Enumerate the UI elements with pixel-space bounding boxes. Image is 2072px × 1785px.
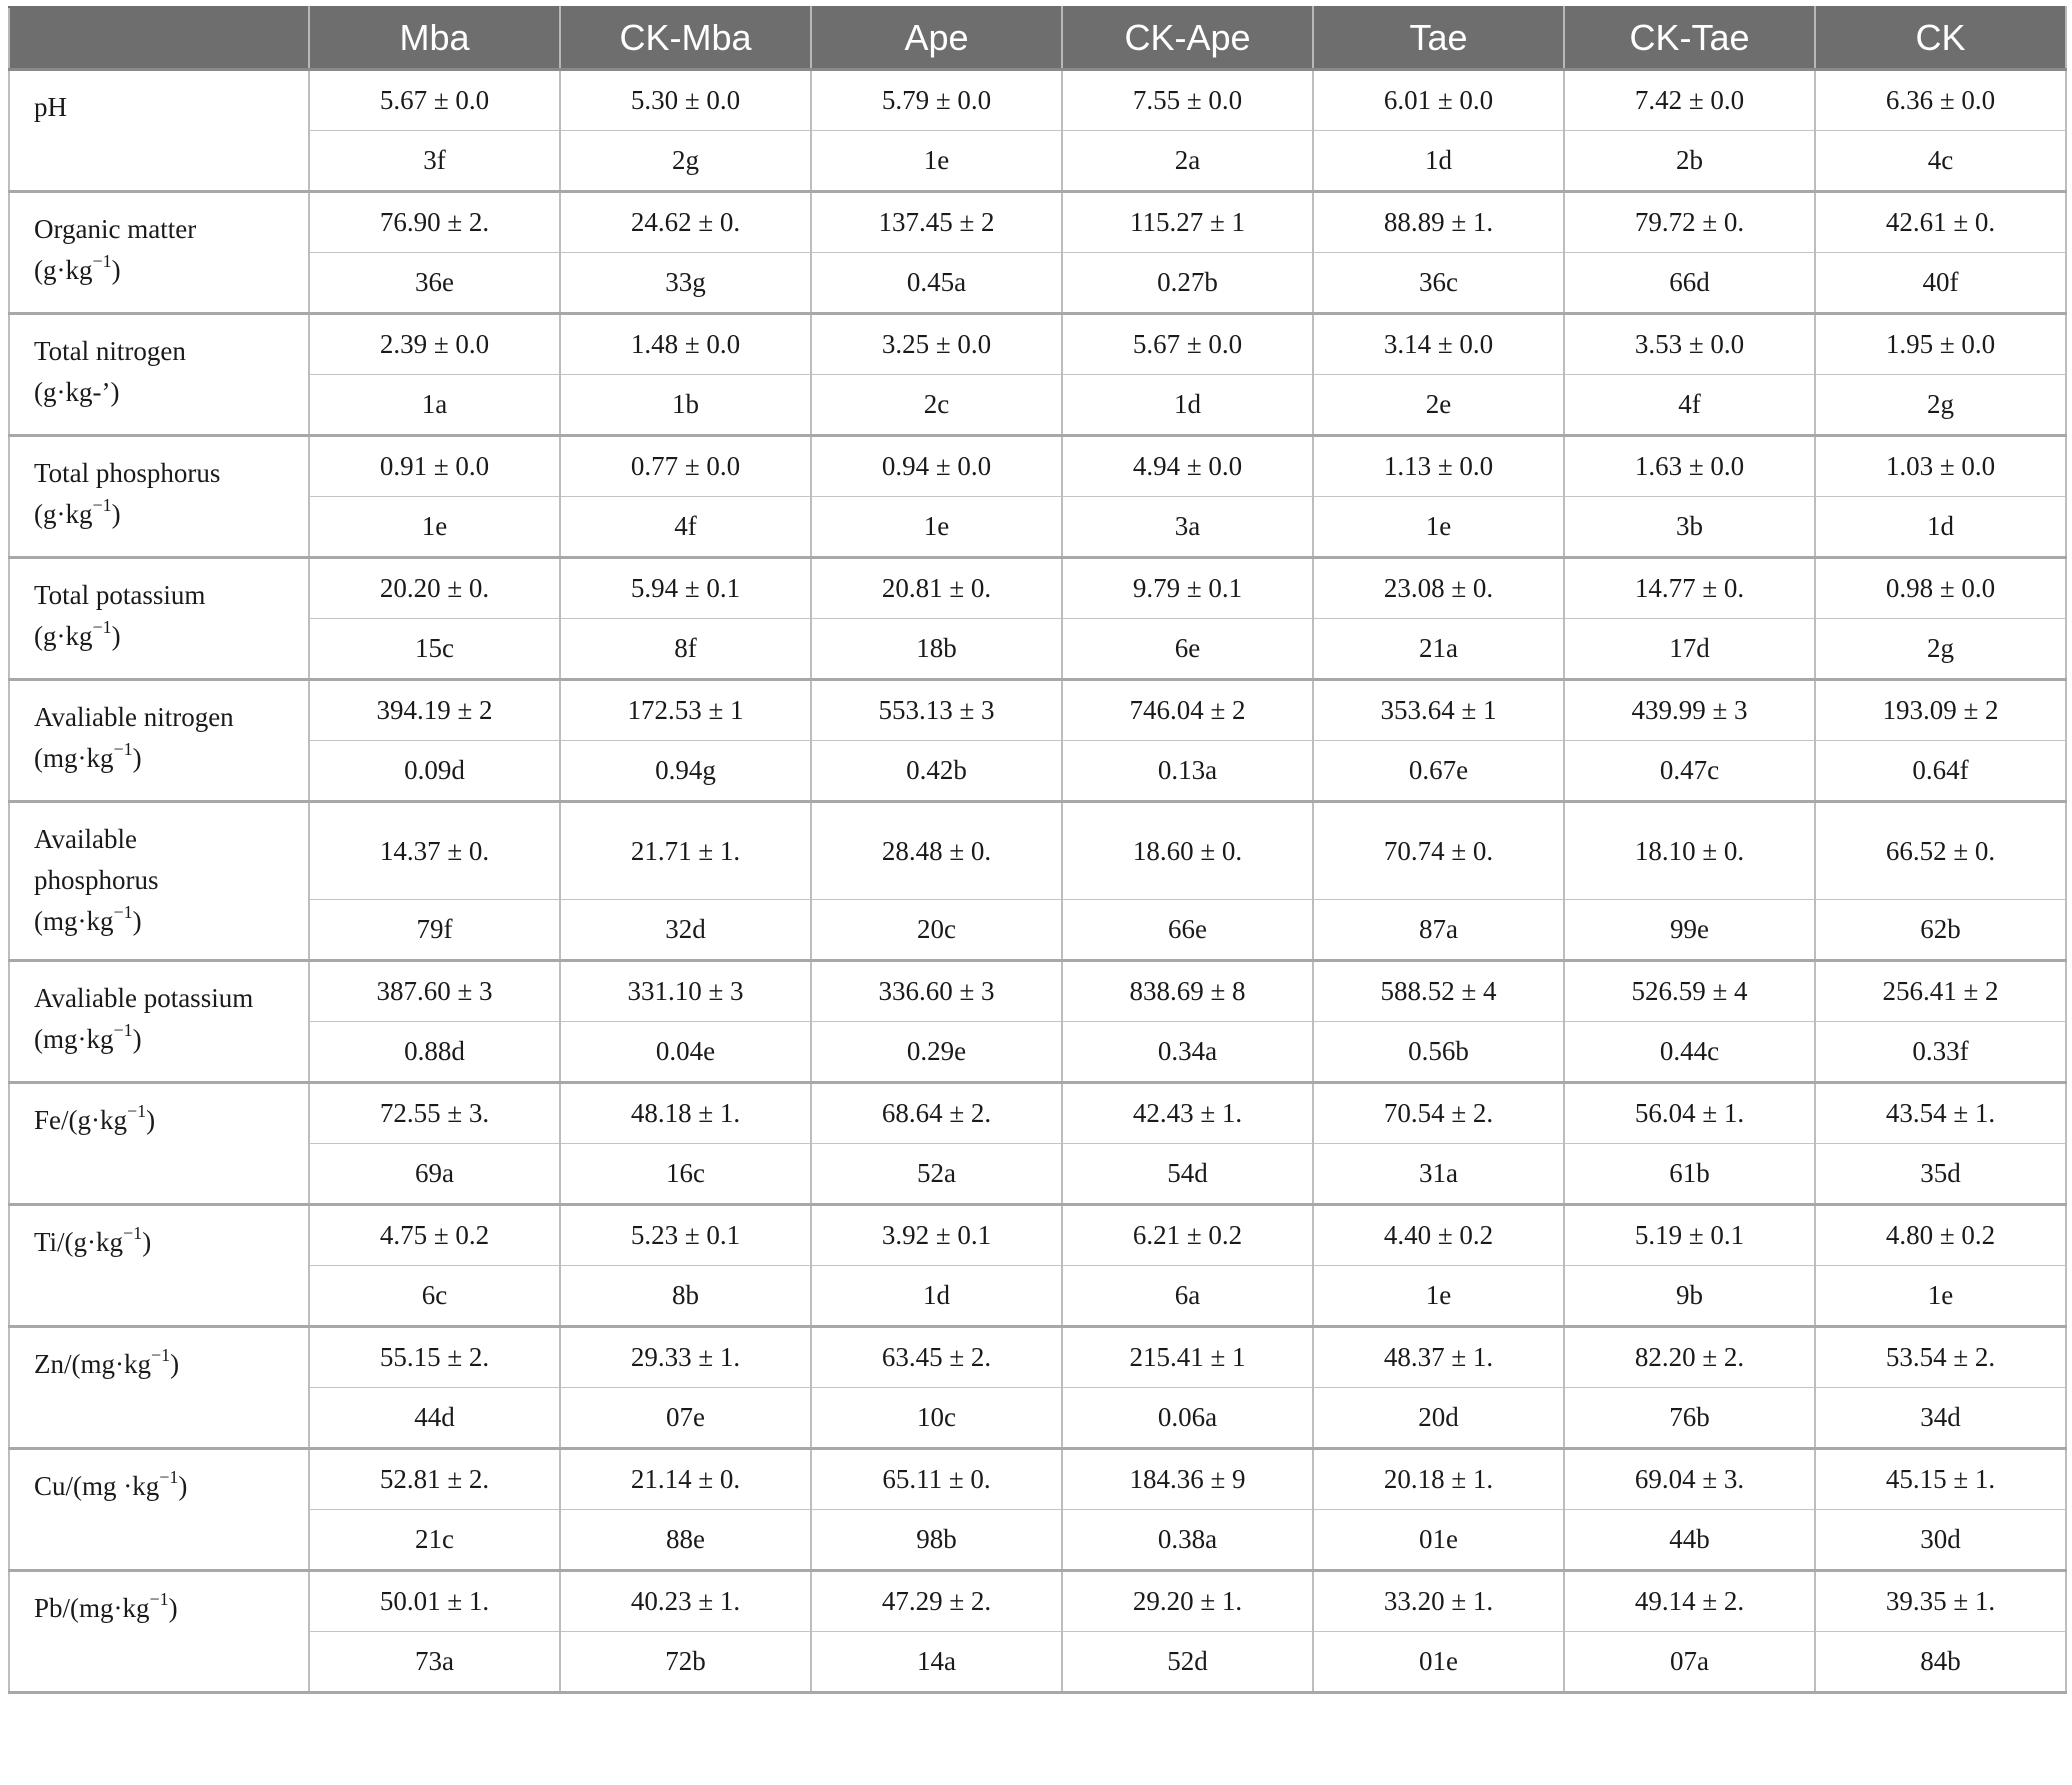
table-row xyxy=(9,1388,2066,1449)
cell-value: 14.77 ± 0. xyxy=(1564,558,1815,619)
row-label-text: ) xyxy=(168,1593,178,1623)
cell-suffix: 0.56b xyxy=(1313,1022,1564,1083)
row-label-text: (mg·kg xyxy=(34,743,114,773)
cell-value: 2.39 ± 0.0 xyxy=(309,314,560,375)
table-row xyxy=(9,1083,2066,1144)
cell-value: 20.20 ± 0. xyxy=(309,558,560,619)
cell-value: 79.72 ± 0. xyxy=(1564,192,1815,253)
cell-value: 69.04 ± 3. xyxy=(1564,1449,1815,1510)
cell-suffix: 76b xyxy=(1564,1388,1815,1449)
row-label-text: Zn/(mg·kg xyxy=(34,1349,151,1379)
cell-value: 39.35 ± 1. xyxy=(1815,1571,2066,1632)
row-label-text: ) xyxy=(146,1105,156,1135)
table-row xyxy=(9,1571,2066,1632)
cell-suffix: 6c xyxy=(309,1266,560,1327)
table-row xyxy=(9,436,2066,497)
row-label-line xyxy=(34,209,298,250)
row-label-line xyxy=(34,250,298,291)
table-row xyxy=(9,1449,2066,1510)
cell-suffix: 8f xyxy=(560,619,811,680)
unit-exponent: −1 xyxy=(92,617,112,637)
cell-value: 5.23 ± 0.1 xyxy=(560,1205,811,1266)
row-label xyxy=(9,1327,309,1449)
row-label-text: ) xyxy=(111,621,121,651)
unit-exponent: −1 xyxy=(149,1589,169,1609)
cell-suffix: 2b xyxy=(1564,131,1815,192)
header-cell-ape: Ape xyxy=(811,7,1062,70)
row-label-text: Available xyxy=(34,824,137,854)
row-label-text: ) xyxy=(178,1471,188,1501)
cell-value: 50.01 ± 1. xyxy=(309,1571,560,1632)
row-label-line xyxy=(34,453,298,494)
cell-value: 193.09 ± 2 xyxy=(1815,680,2066,741)
row-label xyxy=(9,802,309,961)
row-label-line xyxy=(34,331,298,372)
cell-suffix: 44d xyxy=(309,1388,560,1449)
cell-value: 0.77 ± 0.0 xyxy=(560,436,811,497)
row-label-line xyxy=(34,819,298,860)
cell-value: 588.52 ± 4 xyxy=(1313,961,1564,1022)
cell-value: 331.10 ± 3 xyxy=(560,961,811,1022)
cell-suffix: 3b xyxy=(1564,497,1815,558)
cell-value: 838.69 ± 8 xyxy=(1062,961,1313,1022)
row-label xyxy=(9,192,309,314)
table-row xyxy=(9,192,2066,253)
row-label xyxy=(9,1571,309,1693)
row-label-text: Fe/(g·kg xyxy=(34,1105,127,1135)
cell-suffix: 40f xyxy=(1815,253,2066,314)
cell-value: 6.36 ± 0.0 xyxy=(1815,70,2066,131)
cell-suffix: 35d xyxy=(1815,1144,2066,1205)
row-label xyxy=(9,1083,309,1205)
cell-value: 5.67 ± 0.0 xyxy=(1062,314,1313,375)
cell-suffix: 1e xyxy=(309,497,560,558)
row-label-text: ) xyxy=(111,499,121,529)
table-row xyxy=(9,741,2066,802)
row-label-text: Total potassium xyxy=(34,580,206,610)
table-row xyxy=(9,70,2066,131)
cell-value: 387.60 ± 3 xyxy=(309,961,560,1022)
cell-value: 7.55 ± 0.0 xyxy=(1062,70,1313,131)
row-label-text: ) xyxy=(170,1349,180,1379)
cell-value: 23.08 ± 0. xyxy=(1313,558,1564,619)
cell-suffix: 1e xyxy=(811,497,1062,558)
table-row xyxy=(9,1266,2066,1327)
table-row xyxy=(9,497,2066,558)
table-row xyxy=(9,900,2066,961)
cell-value: 1.48 ± 0.0 xyxy=(560,314,811,375)
row-label-text: Total nitrogen xyxy=(34,336,186,366)
cell-suffix: 0.38a xyxy=(1062,1510,1313,1571)
cell-suffix: 88e xyxy=(560,1510,811,1571)
table-row xyxy=(9,253,2066,314)
cell-suffix: 1e xyxy=(811,131,1062,192)
cell-value: 72.55 ± 3. xyxy=(309,1083,560,1144)
cell-suffix: 21c xyxy=(309,1510,560,1571)
cell-value: 9.79 ± 0.1 xyxy=(1062,558,1313,619)
row-label-line xyxy=(34,1100,298,1141)
cell-value: 21.71 ± 1. xyxy=(560,802,811,900)
cell-value: 137.45 ± 2 xyxy=(811,192,1062,253)
cell-value: 42.61 ± 0. xyxy=(1815,192,2066,253)
cell-suffix: 0.33f xyxy=(1815,1022,2066,1083)
row-label-text: (g·kg xyxy=(34,499,93,529)
cell-suffix: 84b xyxy=(1815,1632,2066,1693)
cell-value: 65.11 ± 0. xyxy=(811,1449,1062,1510)
cell-suffix: 87a xyxy=(1313,900,1564,961)
row-label-line xyxy=(34,616,298,657)
table-row xyxy=(9,314,2066,375)
cell-suffix: 6e xyxy=(1062,619,1313,680)
cell-suffix: 1d xyxy=(811,1266,1062,1327)
cell-value: 526.59 ± 4 xyxy=(1564,961,1815,1022)
row-label-text: pH xyxy=(34,92,67,122)
cell-value: 1.03 ± 0.0 xyxy=(1815,436,2066,497)
table-row xyxy=(9,619,2066,680)
row-label xyxy=(9,1449,309,1571)
cell-value: 336.60 ± 3 xyxy=(811,961,1062,1022)
table-body xyxy=(9,70,2066,1693)
cell-suffix: 1e xyxy=(1313,497,1564,558)
row-label-text: phosphorus xyxy=(34,865,159,895)
row-label-text: ) xyxy=(132,906,142,936)
cell-suffix: 79f xyxy=(309,900,560,961)
unit-exponent: −1 xyxy=(150,1345,171,1365)
cell-suffix: 30d xyxy=(1815,1510,2066,1571)
table-row xyxy=(9,802,2066,900)
cell-suffix: 20c xyxy=(811,900,1062,961)
header-cell-tae: Tae xyxy=(1313,7,1564,70)
cell-suffix: 36c xyxy=(1313,253,1564,314)
cell-suffix: 0.13a xyxy=(1062,741,1313,802)
soil-properties-table xyxy=(8,6,2067,1694)
cell-suffix: 73a xyxy=(309,1632,560,1693)
row-label xyxy=(9,70,309,192)
cell-suffix: 1d xyxy=(1815,497,2066,558)
cell-value: 3.25 ± 0.0 xyxy=(811,314,1062,375)
row-label-line xyxy=(34,697,298,738)
cell-value: 28.48 ± 0. xyxy=(811,802,1062,900)
cell-suffix: 17d xyxy=(1564,619,1815,680)
cell-value: 55.15 ± 2. xyxy=(309,1327,560,1388)
cell-suffix: 18b xyxy=(811,619,1062,680)
cell-suffix: 0.64f xyxy=(1815,741,2066,802)
cell-value: 18.10 ± 0. xyxy=(1564,802,1815,900)
table-row xyxy=(9,558,2066,619)
cell-suffix: 21a xyxy=(1313,619,1564,680)
unit-exponent: −1 xyxy=(123,1223,143,1243)
cell-value: 5.94 ± 0.1 xyxy=(560,558,811,619)
cell-value: 48.18 ± 1. xyxy=(560,1083,811,1144)
header-cell-ck-ape: CK-Ape xyxy=(1062,7,1313,70)
cell-suffix: 2c xyxy=(811,375,1062,436)
table-row xyxy=(9,1205,2066,1266)
row-label-line xyxy=(34,738,298,779)
row-label-text: ) xyxy=(142,1227,152,1257)
cell-value: 5.67 ± 0.0 xyxy=(309,70,560,131)
table-row xyxy=(9,1022,2066,1083)
cell-suffix: 2e xyxy=(1313,375,1564,436)
cell-value: 0.98 ± 0.0 xyxy=(1815,558,2066,619)
cell-suffix: 0.06a xyxy=(1062,1388,1313,1449)
cell-suffix: 99e xyxy=(1564,900,1815,961)
row-label-line xyxy=(34,901,298,942)
cell-value: 215.41 ± 1 xyxy=(1062,1327,1313,1388)
cell-value: 29.33 ± 1. xyxy=(560,1327,811,1388)
cell-value: 56.04 ± 1. xyxy=(1564,1083,1815,1144)
cell-suffix: 1b xyxy=(560,375,811,436)
cell-value: 47.29 ± 2. xyxy=(811,1571,1062,1632)
cell-value: 256.41 ± 2 xyxy=(1815,961,2066,1022)
table-row xyxy=(9,1144,2066,1205)
row-label-text: (g·kg xyxy=(34,621,93,651)
cell-suffix: 36e xyxy=(309,253,560,314)
header-row xyxy=(9,7,2066,70)
table-row xyxy=(9,375,2066,436)
row-label-line xyxy=(34,575,298,616)
cell-value: 88.89 ± 1. xyxy=(1313,192,1564,253)
table-row xyxy=(9,1632,2066,1693)
cell-value: 66.52 ± 0. xyxy=(1815,802,2066,900)
cell-value: 184.36 ± 9 xyxy=(1062,1449,1313,1510)
unit-exponent: −1 xyxy=(113,1020,133,1040)
row-label-text: Pb/(mg·kg xyxy=(34,1593,150,1623)
cell-value: 40.23 ± 1. xyxy=(560,1571,811,1632)
cell-value: 29.20 ± 1. xyxy=(1062,1571,1313,1632)
cell-suffix: 34d xyxy=(1815,1388,2066,1449)
header-cell-ck-tae: CK-Tae xyxy=(1564,7,1815,70)
cell-value: 3.92 ± 0.1 xyxy=(811,1205,1062,1266)
row-label-text: Ti/(g·kg xyxy=(34,1227,124,1257)
cell-suffix: 4f xyxy=(1564,375,1815,436)
cell-suffix: 66e xyxy=(1062,900,1313,961)
unit-exponent: −1 xyxy=(126,1101,147,1121)
cell-suffix: 61b xyxy=(1564,1144,1815,1205)
cell-value: 4.80 ± 0.2 xyxy=(1815,1205,2066,1266)
cell-value: 24.62 ± 0. xyxy=(560,192,811,253)
row-label-text: (g·kg xyxy=(34,255,93,285)
cell-suffix: 32d xyxy=(560,900,811,961)
row-label-line xyxy=(34,978,298,1019)
cell-value: 115.27 ± 1 xyxy=(1062,192,1313,253)
row-label-text: ) xyxy=(111,255,121,285)
cell-suffix: 01e xyxy=(1313,1632,1564,1693)
cell-suffix: 10c xyxy=(811,1388,1062,1449)
row-label-line xyxy=(34,494,298,535)
cell-suffix: 1a xyxy=(309,375,560,436)
cell-suffix: 6a xyxy=(1062,1266,1313,1327)
cell-suffix: 0.34a xyxy=(1062,1022,1313,1083)
cell-value: 6.01 ± 0.0 xyxy=(1313,70,1564,131)
row-label xyxy=(9,1205,309,1327)
cell-value: 4.94 ± 0.0 xyxy=(1062,436,1313,497)
cell-value: 76.90 ± 2. xyxy=(309,192,560,253)
cell-suffix: 8b xyxy=(560,1266,811,1327)
header-cell-mba: Mba xyxy=(309,7,560,70)
row-label-text: Total phosphorus xyxy=(34,458,221,488)
unit-exponent: −1 xyxy=(92,251,112,271)
cell-value: 4.75 ± 0.2 xyxy=(309,1205,560,1266)
cell-suffix: 0.44c xyxy=(1564,1022,1815,1083)
cell-value: 68.64 ± 2. xyxy=(811,1083,1062,1144)
row-label-text: ) xyxy=(132,743,142,773)
cell-suffix: 4c xyxy=(1815,131,2066,192)
cell-value: 4.40 ± 0.2 xyxy=(1313,1205,1564,1266)
cell-suffix: 1e xyxy=(1313,1266,1564,1327)
cell-value: 3.14 ± 0.0 xyxy=(1313,314,1564,375)
cell-suffix: 0.09d xyxy=(309,741,560,802)
row-label xyxy=(9,314,309,436)
cell-value: 1.95 ± 0.0 xyxy=(1815,314,2066,375)
unit-exponent: −1 xyxy=(92,495,112,515)
table-row xyxy=(9,961,2066,1022)
cell-value: 20.18 ± 1. xyxy=(1313,1449,1564,1510)
cell-value: 45.15 ± 1. xyxy=(1815,1449,2066,1510)
cell-suffix: 0.88d xyxy=(309,1022,560,1083)
header-cell-ck: CK xyxy=(1815,7,2066,70)
cell-suffix: 1d xyxy=(1313,131,1564,192)
row-label-text: (mg·kg xyxy=(34,1024,114,1054)
row-label-text: Cu/(mg ·kg xyxy=(34,1471,160,1501)
row-label-text: Organic matter xyxy=(34,214,197,244)
row-label xyxy=(9,558,309,680)
cell-value: 7.42 ± 0.0 xyxy=(1564,70,1815,131)
cell-suffix: 0.29e xyxy=(811,1022,1062,1083)
cell-value: 20.81 ± 0. xyxy=(811,558,1062,619)
cell-suffix: 1e xyxy=(1815,1266,2066,1327)
cell-suffix: 66d xyxy=(1564,253,1815,314)
cell-suffix: 2g xyxy=(560,131,811,192)
row-label xyxy=(9,680,309,802)
cell-value: 52.81 ± 2. xyxy=(309,1449,560,1510)
cell-value: 553.13 ± 3 xyxy=(811,680,1062,741)
cell-suffix: 15c xyxy=(309,619,560,680)
table-row xyxy=(9,131,2066,192)
cell-suffix: 0.42b xyxy=(811,741,1062,802)
row-label-line xyxy=(34,1466,298,1507)
data-table-container xyxy=(8,6,2066,1694)
cell-value: 6.21 ± 0.2 xyxy=(1062,1205,1313,1266)
cell-suffix: 33g xyxy=(560,253,811,314)
cell-value: 70.54 ± 2. xyxy=(1313,1083,1564,1144)
cell-suffix: 3a xyxy=(1062,497,1313,558)
cell-suffix: 72b xyxy=(560,1632,811,1693)
cell-value: 1.63 ± 0.0 xyxy=(1564,436,1815,497)
row-label xyxy=(9,961,309,1083)
cell-value: 48.37 ± 1. xyxy=(1313,1327,1564,1388)
cell-suffix: 07e xyxy=(560,1388,811,1449)
cell-value: 353.64 ± 1 xyxy=(1313,680,1564,741)
cell-suffix: 0.45a xyxy=(811,253,1062,314)
cell-value: 70.74 ± 0. xyxy=(1313,802,1564,900)
row-label-line xyxy=(34,1344,298,1385)
cell-value: 53.54 ± 2. xyxy=(1815,1327,2066,1388)
header-cell-corner xyxy=(9,7,309,70)
cell-suffix: 2g xyxy=(1815,619,2066,680)
row-label-text: ) xyxy=(132,1024,142,1054)
unit-exponent: −1 xyxy=(113,902,133,922)
cell-suffix: 14a xyxy=(811,1632,1062,1693)
row-label-text: Avaliable nitrogen xyxy=(34,702,234,732)
cell-suffix: 44b xyxy=(1564,1510,1815,1571)
cell-value: 1.13 ± 0.0 xyxy=(1313,436,1564,497)
cell-suffix: 31a xyxy=(1313,1144,1564,1205)
cell-suffix: 01e xyxy=(1313,1510,1564,1571)
cell-suffix: 54d xyxy=(1062,1144,1313,1205)
cell-suffix: 2a xyxy=(1062,131,1313,192)
row-label-text: Avaliable potassium xyxy=(34,983,254,1013)
cell-suffix: 0.27b xyxy=(1062,253,1313,314)
row-label-line xyxy=(34,87,298,128)
cell-value: 82.20 ± 2. xyxy=(1564,1327,1815,1388)
cell-suffix: 4f xyxy=(560,497,811,558)
row-label-text: (g·kg-’) xyxy=(34,377,120,407)
unit-exponent: −1 xyxy=(159,1467,179,1487)
row-label-line xyxy=(34,1222,298,1263)
cell-value: 3.53 ± 0.0 xyxy=(1564,314,1815,375)
row-label-line xyxy=(34,1588,298,1629)
cell-suffix: 0.67e xyxy=(1313,741,1564,802)
cell-value: 746.04 ± 2 xyxy=(1062,680,1313,741)
cell-suffix: 9b xyxy=(1564,1266,1815,1327)
cell-suffix: 1d xyxy=(1062,375,1313,436)
cell-suffix: 16c xyxy=(560,1144,811,1205)
table-row xyxy=(9,1510,2066,1571)
cell-value: 5.19 ± 0.1 xyxy=(1564,1205,1815,1266)
cell-value: 18.60 ± 0. xyxy=(1062,802,1313,900)
cell-suffix: 98b xyxy=(811,1510,1062,1571)
cell-value: 49.14 ± 2. xyxy=(1564,1571,1815,1632)
cell-suffix: 07a xyxy=(1564,1632,1815,1693)
cell-value: 14.37 ± 0. xyxy=(309,802,560,900)
unit-exponent: −1 xyxy=(113,739,133,759)
cell-value: 42.43 ± 1. xyxy=(1062,1083,1313,1144)
cell-suffix: 0.47c xyxy=(1564,741,1815,802)
cell-value: 172.53 ± 1 xyxy=(560,680,811,741)
cell-suffix: 0.04e xyxy=(560,1022,811,1083)
cell-value: 439.99 ± 3 xyxy=(1564,680,1815,741)
cell-suffix: 52d xyxy=(1062,1632,1313,1693)
cell-value: 394.19 ± 2 xyxy=(309,680,560,741)
row-label-line xyxy=(34,372,298,413)
cell-value: 5.30 ± 0.0 xyxy=(560,70,811,131)
cell-value: 43.54 ± 1. xyxy=(1815,1083,2066,1144)
cell-suffix: 2g xyxy=(1815,375,2066,436)
cell-value: 21.14 ± 0. xyxy=(560,1449,811,1510)
cell-value: 5.79 ± 0.0 xyxy=(811,70,1062,131)
cell-suffix: 52a xyxy=(811,1144,1062,1205)
row-label-line xyxy=(34,1019,298,1060)
table-row xyxy=(9,680,2066,741)
cell-value: 0.91 ± 0.0 xyxy=(309,436,560,497)
cell-value: 0.94 ± 0.0 xyxy=(811,436,1062,497)
cell-suffix: 20d xyxy=(1313,1388,1564,1449)
row-label xyxy=(9,436,309,558)
row-label-line xyxy=(34,860,298,901)
cell-suffix: 69a xyxy=(309,1144,560,1205)
cell-suffix: 3f xyxy=(309,131,560,192)
cell-suffix: 62b xyxy=(1815,900,2066,961)
row-label-text: (mg·kg xyxy=(34,906,114,936)
cell-suffix: 0.94g xyxy=(560,741,811,802)
header-cell-ck-mba: CK-Mba xyxy=(560,7,811,70)
table-row xyxy=(9,1327,2066,1388)
cell-value: 63.45 ± 2. xyxy=(811,1327,1062,1388)
cell-value: 33.20 ± 1. xyxy=(1313,1571,1564,1632)
